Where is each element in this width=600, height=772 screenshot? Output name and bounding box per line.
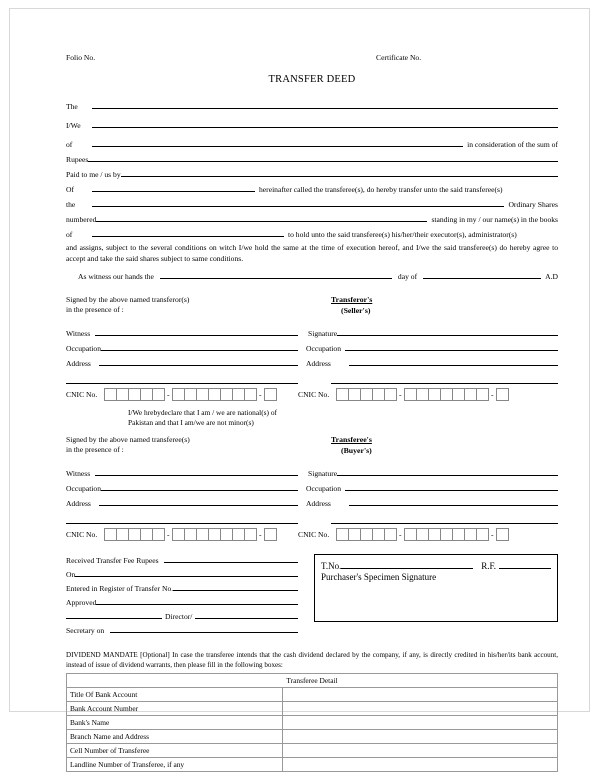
transferee-detail-table <box>66 673 558 772</box>
transferor-subheading <box>298 306 558 317</box>
field-of2 <box>66 182 558 194</box>
director-label: Director/ <box>165 612 193 622</box>
transferee-witness-cnic <box>66 528 298 541</box>
transferor-cnic <box>298 388 558 401</box>
transferee-cnic <box>298 528 558 541</box>
transferee-occupation-row <box>298 482 558 493</box>
transferor-witness-address-input-2[interactable] <box>66 372 298 384</box>
transferee-witness-cnic-boxes[interactable] <box>104 528 276 541</box>
document-header <box>66 53 558 62</box>
cnic-digit-cell[interactable] <box>496 528 509 541</box>
table-row <box>67 688 558 702</box>
transferee-section <box>66 435 558 541</box>
transferor-witness-occupation-row <box>66 342 298 353</box>
table-row <box>67 758 558 772</box>
declaration-line-1: I/We hrebydeclare that I am / we are national(s) of <box>128 408 277 418</box>
table-row <box>67 730 558 744</box>
transferee-witness-label: Witness <box>66 468 91 478</box>
transferor-occupation-input[interactable] <box>345 342 558 351</box>
rf-label: R.F. <box>481 561 496 572</box>
transferor-witness-cnic-boxes[interactable] <box>104 388 276 401</box>
witness-date-input[interactable] <box>160 269 392 279</box>
field-the2-input[interactable] <box>92 197 504 207</box>
transferee-witness-cnic-label: CNIC No. <box>66 529 98 539</box>
as-witness-label: As witness our hands the <box>78 272 154 281</box>
table-row-label: Bank's Name <box>67 716 283 730</box>
transferee-signature-label: Signature <box>308 469 338 479</box>
field-i-we <box>66 118 558 130</box>
cnic-digit-cell[interactable] <box>264 528 277 541</box>
transferor-signature-row <box>298 327 558 338</box>
transferee-signed-by: Signed by the above named transferee(s) <box>66 435 190 444</box>
field-of-input[interactable] <box>92 137 463 147</box>
transferee-witness-occupation-row <box>66 482 298 493</box>
transferor-in-presence: in the presence of : <box>66 305 124 315</box>
transferee-witness-column <box>66 435 298 541</box>
field-rupees <box>66 152 558 164</box>
day-of-label: day of <box>397 272 418 281</box>
transferor-signature-label: Signature <box>308 329 338 339</box>
transferor-heading <box>298 295 558 306</box>
transferor-witness-cnic <box>66 388 298 401</box>
field-i-we-label: I/We <box>66 121 81 130</box>
transferee-witness-occupation-label: Occupation <box>66 483 102 493</box>
transferor-title: Transferor's <box>331 295 373 304</box>
field-of2-input[interactable] <box>92 182 255 192</box>
register-number-input[interactable] <box>173 582 298 591</box>
table-row-label: Landline Number of Transferee, if any <box>67 758 283 772</box>
transferee-cnic-label: CNIC No. <box>298 530 330 540</box>
approved-label: Approved <box>66 598 97 608</box>
transferee-witness-occupation-input[interactable] <box>101 482 298 491</box>
conditions-paragraph: and assigns, subject to the several conditions on witch I/we hold the same at the time of execution hereof, and I/we the said transferee(s) do hereby agree to accept and take the said shares subject to same conditions. <box>66 243 558 263</box>
table-row-label: Branch Name and Address <box>67 730 283 744</box>
transferee-address-label: Address <box>306 499 331 509</box>
table-row <box>67 702 558 716</box>
cnic-separator: - <box>258 529 262 539</box>
certificate-number-label: Certificate No. <box>376 53 422 62</box>
field-of2-label: Of <box>66 185 75 194</box>
transferee-occupation-label: Occupation <box>306 484 342 494</box>
table-row-value-input[interactable] <box>283 730 558 744</box>
director-row <box>66 610 298 621</box>
field-the2-label: the <box>66 200 76 209</box>
field-of <box>66 137 558 149</box>
transferor-witness-input[interactable] <box>95 327 298 336</box>
transferor-witness-column <box>66 295 298 401</box>
director-secondary-input[interactable] <box>195 610 298 619</box>
table-row-value-input[interactable] <box>283 702 558 716</box>
approved-input[interactable] <box>96 596 298 605</box>
received-fee-input[interactable] <box>164 554 298 563</box>
table-row <box>67 716 558 730</box>
t-no-label: T.No. <box>321 561 342 572</box>
received-fee-row <box>66 554 298 565</box>
received-fee-label: Received Transfer Fee Rupees <box>66 556 159 566</box>
transferee-address-input[interactable] <box>349 497 558 506</box>
specimen-signature-box[interactable] <box>314 554 558 622</box>
transferee-party-column <box>298 435 558 541</box>
approved-row <box>66 596 298 607</box>
cnic-separator: - <box>490 390 494 400</box>
receipt-section <box>66 554 558 638</box>
ordinary-shares-text: Ordinary Shares <box>508 200 558 209</box>
transfer-fee-column <box>66 554 298 638</box>
field-paid-to-label: Paid to me / us by <box>66 170 121 179</box>
transferee-signature-input[interactable] <box>337 467 558 476</box>
field-of3-input[interactable] <box>92 227 284 237</box>
table-row-value-input[interactable] <box>283 744 558 758</box>
table-row-value-input[interactable] <box>283 758 558 772</box>
on-date-input[interactable] <box>75 568 298 577</box>
transferor-witness-row <box>66 327 298 338</box>
transferor-witness-occupation-label: Occupation <box>66 343 102 353</box>
to-hold-text: to hold unto the said transferee(s) his/her/their executor(s), administrator(s) <box>288 230 517 239</box>
transferor-witness-occupation-input[interactable] <box>101 342 298 351</box>
cnic-digit-cell[interactable] <box>264 388 277 401</box>
transferee-witness-address-label: Address <box>66 498 91 508</box>
transferor-address-label: Address <box>306 359 331 369</box>
page-title: TRANSFER DEED <box>268 74 356 85</box>
transferee-detail-header: Transferee Detail <box>67 674 558 688</box>
transferor-signed-by: Signed by the above named transferor(s) <box>66 295 190 304</box>
transferor-cnic-boxes[interactable] <box>336 388 508 401</box>
field-of3 <box>66 227 558 239</box>
cnic-separator: - <box>398 530 402 540</box>
hereinafter-text: hereinafter called the transferee(s), do hereby transfer unto the said transferee(s) <box>259 185 503 194</box>
table-row-value-input[interactable] <box>283 716 558 730</box>
transferee-address-input-2[interactable] <box>331 512 558 524</box>
table-row <box>67 744 558 758</box>
transferee-witness-address-row <box>66 497 298 508</box>
transferor-occupation-label: Occupation <box>306 344 342 354</box>
t-no-input[interactable] <box>341 559 473 569</box>
secretary-on-label: Secretary on <box>66 626 105 636</box>
transferee-subtitle: (Buyer's) <box>341 445 372 455</box>
cnic-separator: - <box>398 390 402 400</box>
transferee-witness-input[interactable] <box>95 467 298 476</box>
transferor-signature-input[interactable] <box>337 327 558 336</box>
on-date-row <box>66 568 298 579</box>
transferor-address-input[interactable] <box>349 357 558 366</box>
document-page <box>9 8 590 770</box>
field-the-label: The <box>66 102 78 111</box>
field-the <box>66 99 558 111</box>
field-rupees-label: Rupees <box>66 155 89 164</box>
field-numbered-label: numbered <box>66 215 97 224</box>
specimen-top-row <box>321 559 551 571</box>
register-number-row <box>66 582 298 593</box>
specimen-caption: Purchaser's Specimen Signature <box>321 572 437 583</box>
field-i-we-input[interactable] <box>92 118 558 128</box>
table-row-label: Cell Number of Transferee <box>67 744 283 758</box>
transferee-witness-address-input-2[interactable] <box>66 512 298 524</box>
field-rupees-input[interactable] <box>88 152 558 162</box>
transferee-signature-row <box>298 467 558 478</box>
transferee-subheading <box>298 446 558 457</box>
transferor-witness-label: Witness <box>66 328 91 338</box>
dividend-mandate-text: DIVIDEND MANDATE [Optional] In case the transferee intends that the cash dividend declared by the company, if any, is directly credited in his/her/its bank account, instead of issue of dividend warrants, then please fill in the following boxes: <box>66 651 558 670</box>
transferee-detail-body <box>67 674 558 772</box>
transferee-witness-address-input[interactable] <box>99 497 298 506</box>
secretary-on-input[interactable] <box>110 624 298 633</box>
transferee-cnic-boxes[interactable] <box>336 528 508 541</box>
transferee-heading <box>298 435 558 446</box>
cnic-separator: - <box>490 530 494 540</box>
table-header-row <box>67 674 558 688</box>
folio-number-label: Folio No. <box>66 53 96 62</box>
entered-register-label: Entered in Register of Transfer No. <box>66 584 174 594</box>
field-the-input[interactable] <box>92 99 558 109</box>
cnic-separator: - <box>166 529 170 539</box>
table-row-label: Bank Account Number <box>67 702 283 716</box>
standing-text: standing in my / our name(s) in the books <box>431 215 558 224</box>
cnic-separator: - <box>258 389 262 399</box>
rf-input[interactable] <box>499 559 551 569</box>
witness-month-year-input[interactable] <box>423 269 541 279</box>
table-row-label: Title Of Bank Account <box>67 688 283 702</box>
cnic-separator: - <box>166 389 170 399</box>
transferee-occupation-input[interactable] <box>345 482 558 491</box>
director-name-input[interactable] <box>66 610 162 619</box>
transferor-address-row <box>298 357 558 368</box>
field-paid-to <box>66 167 558 179</box>
transferor-party-column <box>298 295 558 401</box>
transferee-witness-row <box>66 467 298 478</box>
transferor-witness-address-input[interactable] <box>99 357 298 366</box>
field-paid-to-input[interactable] <box>121 167 558 177</box>
transferor-address-input-2[interactable] <box>331 372 558 384</box>
declaration-line-2: Pakistan and that I am/we are not minor(s) <box>128 418 254 428</box>
nationality-declaration <box>66 408 558 428</box>
field-numbered <box>66 212 558 224</box>
field-witness-date <box>66 269 558 281</box>
field-numbered-input[interactable] <box>96 212 427 222</box>
field-of3-label: of <box>66 230 73 239</box>
cnic-digit-cell[interactable] <box>496 388 509 401</box>
transferor-section <box>66 295 558 401</box>
transferee-address-row <box>298 497 558 508</box>
transferor-witness-address-label: Address <box>66 358 91 368</box>
transferor-witness-address-row <box>66 357 298 368</box>
transferor-witness-cnic-label: CNIC No. <box>66 389 98 399</box>
document-content <box>66 53 558 772</box>
in-consideration-text: in consideration of the sum of <box>467 140 558 149</box>
ad-label: A.D <box>545 272 558 281</box>
field-the2 <box>66 197 558 209</box>
transferee-in-presence: in the presence of : <box>66 445 124 455</box>
on-label: On <box>66 570 76 580</box>
secretary-row <box>66 624 298 635</box>
table-row-value-input[interactable] <box>283 688 558 702</box>
transferee-title: Transferee's <box>331 435 372 444</box>
transferor-subtitle: (Seller's) <box>341 305 371 315</box>
transferor-occupation-row <box>298 342 558 353</box>
transferor-cnic-label: CNIC No. <box>298 390 330 400</box>
field-of-label: of <box>66 140 73 149</box>
